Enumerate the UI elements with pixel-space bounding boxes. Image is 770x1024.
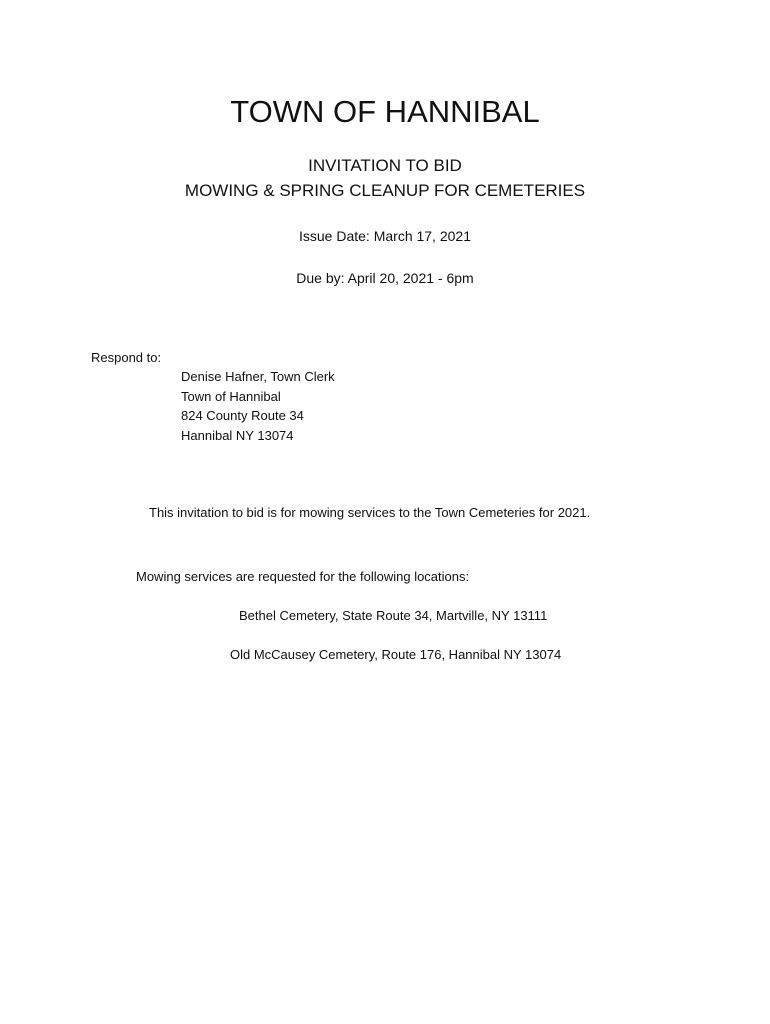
document-title: TOWN OF HANNIBAL	[230, 94, 540, 129]
issue-date: Issue Date: March 17, 2021	[299, 228, 471, 244]
due-date: Due by: April 20, 2021 - 6pm	[296, 270, 474, 286]
document-subtitle-scope: MOWING & SPRING CLEANUP FOR CEMETERIES	[184, 181, 586, 200]
address-line: Denise Hafner, Town Clerk	[181, 369, 335, 384]
address-line: Town of Hannibal	[181, 389, 281, 404]
respond-to-label: Respond to:	[91, 350, 162, 365]
address-line: Hannibal NY 13074	[181, 428, 294, 443]
purpose-paragraph: This invitation to bid is for mowing services to the Town Cemeteries for 2021.	[149, 505, 591, 520]
document-subtitle-invitation: INVITATION TO BID	[308, 156, 462, 175]
address-line: 824 County Route 34	[181, 408, 304, 423]
location-item: Bethel Cemetery, State Route 34, Martville, NY 13111	[239, 608, 548, 623]
location-item: Old McCausey Cemetery, Route 176, Hannibal NY 13074	[230, 647, 562, 662]
locations-intro: Mowing services are requested for the following locations:	[136, 569, 470, 584]
